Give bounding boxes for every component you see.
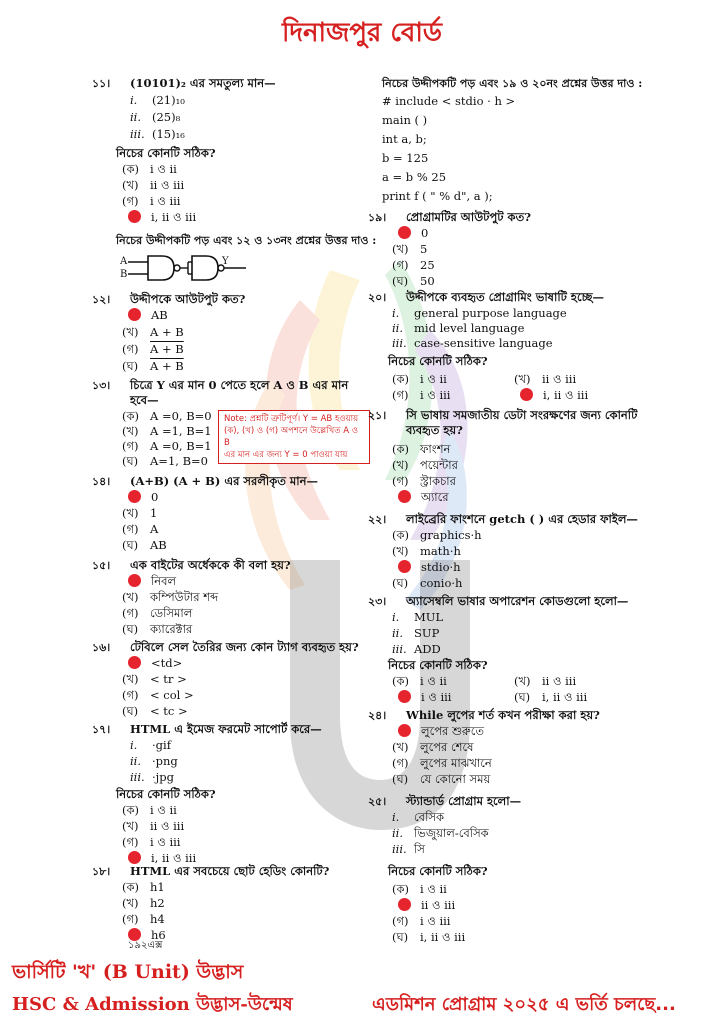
question-text: (10101)₂ এর সমতুল্য মান— [130,76,276,90]
nand-gate-diagram [120,250,250,286]
answer-dot [128,490,141,503]
gate-input-b: B [120,269,128,280]
option-d-correct[interactable]: অ্যারে [392,490,449,506]
answer-dot [128,210,141,223]
answer-dot [398,490,411,503]
question-text: টেবিলে সেল তৈরির জন্য কোন ট্যাগ ব্যবহৃত হয়? [130,640,359,654]
option-b[interactable]: (খ) 1 [122,506,158,520]
question-number: ১২। [92,293,111,306]
option-b[interactable]: (খ) A + B [122,325,184,339]
statement-item: iii. (15)₁₆ [130,127,185,141]
option-b[interactable]: (খ) কম্পিউটার শব্দ [122,590,219,604]
statement-item: i. (21)₁₀ [130,93,185,107]
statement-item: iii. সি [392,842,425,856]
option-a-correct[interactable]: 0 [122,490,158,506]
statement-item: ii. mid level language [392,321,525,335]
option-b[interactable]: (খ) পয়েন্টার [392,458,458,472]
option-b[interactable]: (খ) লুপের শেষে [392,740,474,754]
question-text-continued: হবে— [130,393,159,407]
option-d[interactable]: (ঘ) A=1, B=0 [122,454,208,468]
option-b[interactable]: (খ) A =1, B=1 [122,424,212,438]
option-c[interactable]: (গ) 25 [392,258,435,272]
statement-item: iii. ADD [392,642,441,656]
question-number: ২০। [368,291,387,304]
option-d[interactable]: (ঘ) i, ii ও iii [514,690,588,704]
option-b[interactable]: (খ) ii ও iii [514,674,577,688]
question-number: ১১। [92,77,111,90]
option-b[interactable]: (খ) ii ও iii [514,372,577,386]
prompt-text: নিচের কোনটি সঠিক? [116,146,216,160]
option-a[interactable]: (ক) i ও ii [122,803,177,817]
gate-output-y: Y [222,256,229,267]
question-text: লাইব্রেরি ফাংশনে getch ( ) এর হেডার ফাইল— [406,512,638,526]
prompt-text: নিচের কোনটি সঠিক? [116,787,216,801]
page-title: দিনাজপুর বোর্ড [281,18,443,48]
question-text: এক বাইটের অর্ধেককে কী বলা হয়? [130,558,291,572]
option-c[interactable]: (গ) h4 [122,912,165,926]
stimulus-instruction: নিচের উদ্দীপকটি পড় এবং ১৯ ও ২০নং প্রশ্নের উত্তর দাও : [382,77,643,90]
statement-item: ii. ভিজুয়াল-বেসিক [392,826,489,840]
footer-admission-banner: এডমিশন প্রোগ্রাম ২০২৫ এ ভর্তি চলছে... [372,994,676,1015]
option-a[interactable]: (ক) i ও ii [122,162,177,176]
option-d[interactable]: (ঘ) যে কোনো সময় [392,772,491,786]
question-text: সি ভাষায় সমজাতীয় ডেটা সংরক্ষণের জন্য কোনটি [406,408,638,422]
option-c[interactable]: (গ) স্ট্রাকচার [392,474,456,488]
stimulus-instruction: নিচের উদ্দীপকটি পড় এবং ১২ ও ১৩নং প্রশ্নের উত্তর দাও : [116,234,377,247]
question-text: উদ্দীপকে ব্যবহৃত প্রোগ্রামিং ভাষাটি হচ্ছে— [406,290,604,304]
option-b[interactable]: (খ) 5 [392,242,428,256]
question-text: চিত্রে Y এর মান 0 পেতে হলে A ও B এর মান [130,378,349,392]
option-b[interactable]: (খ) math·h [392,544,461,558]
answer-dot [128,851,141,864]
footer-brand-line: ভার্সিটি 'খ' (B Unit) উদ্ভাস [12,961,244,983]
question-number: ২২। [368,513,387,526]
statement-item: iii. case-sensitive language [392,336,553,350]
option-a[interactable]: (ক) ফাংশন [392,442,451,456]
answer-dot [398,690,411,703]
answer-dot [398,560,411,573]
option-a[interactable]: (ক) i ও ii [392,674,447,688]
option-a[interactable]: (ক) h1 [122,880,165,894]
prompt-text: নিচের কোনটি সঠিক? [388,658,488,672]
gate-input-a: A [120,256,128,267]
option-c[interactable]: (গ) লুপের মাঝখানে [392,756,492,770]
option-d[interactable]: (ঘ) 50 [392,274,435,288]
option-a-correct[interactable]: AB [122,308,168,324]
answer-dot [398,226,411,239]
option-c-correct[interactable]: stdio·h [392,560,461,576]
option-d-correct[interactable]: i, ii ও iii [122,851,196,867]
option-a[interactable]: (ক) A =0, B=0 [122,409,212,423]
option-c[interactable]: (গ) i ও iii [392,914,451,928]
question-text: স্ট্যান্ডার্ড প্রোগ্রাম হলো— [406,794,522,808]
option-a[interactable]: (ক) i ও ii [392,372,447,386]
question-number: ২১। [368,409,387,422]
option-c[interactable]: (গ) i ও iii [392,388,451,402]
question-number: ১৮। [92,865,111,878]
statement-item: i. general purpose language [392,306,567,320]
answer-dot [520,388,533,401]
statement-item: i. বেসিক [392,810,444,824]
question-number: ১৬। [92,641,111,654]
footer-program-line: HSC & Admission উদ্ভাস-উন্মেষ [12,994,293,1015]
option-c[interactable]: (গ) < col > [122,688,194,702]
option-c[interactable]: (গ) A [122,522,159,536]
option-d-correct[interactable]: h6 [122,928,166,944]
question-text: (A+B) (A + B) এর সরলীকৃত মান— [130,474,318,488]
option-d[interactable]: (ঘ) conio·h [392,576,463,590]
question-text: প্রোগ্রামটির আউটপুট কত? [406,210,531,224]
option-d-correct[interactable]: i, ii ও iii [514,388,588,404]
answer-dot [128,656,141,669]
question-number: ১৪। [92,475,111,488]
question-text: অ্যাসেম্বলি ভাষার অপারেশন কোডগুলো হলো— [406,594,629,608]
statement-item: ii. ·png [130,754,178,768]
option-c[interactable]: (গ) ডেসিমাল [122,606,193,620]
prompt-text: নিচের কোনটি সঠিক? [388,864,488,878]
question-text: HTML এ ইমেজ ফরমেট সাপোর্ট করে— [130,722,322,736]
question-text: While লুপের শর্ত কখন পরীক্ষা করা হয়? [406,708,600,722]
option-a-correct[interactable]: লুপের শুরুতে [392,724,484,740]
option-d[interactable]: (ঘ) < tc > [122,704,188,718]
option-c-correct[interactable]: i ও iii [392,690,452,706]
option-c[interactable]: (গ) i ও iii [122,194,181,208]
option-a[interactable]: (ক) graphics·h [392,528,482,542]
question-text-continued: ব্যবহৃত হয়? [406,423,463,437]
question-number: ১৭। [92,723,111,736]
option-b[interactable]: (খ) h2 [122,896,165,910]
option-a[interactable]: (ক) i ও ii [392,882,447,896]
page-number: ১৯২এক্স [128,940,163,951]
option-d[interactable]: (ঘ) i, ii ও iii [392,930,466,944]
answer-dot [128,574,141,587]
answer-dot [398,724,411,737]
answer-dot [128,308,141,321]
option-c[interactable]: (গ) A =0, B=1 [122,439,212,453]
option-b-correct[interactable]: ii ও iii [392,898,455,914]
option-c[interactable]: (গ) A + B [122,342,184,356]
question-text: উদ্দীপকে আউটপুট কত? [130,292,246,306]
option-d-correct[interactable]: i, ii ও iii [122,210,196,226]
option-a-correct[interactable]: 0 [392,226,428,242]
question-number: ২৪। [368,709,387,722]
option-b[interactable]: (খ) < tr > [122,672,187,686]
option-b[interactable]: (খ) ii ও iii [122,178,185,192]
answer-dot [398,898,411,911]
option-b[interactable]: (খ) ii ও iii [122,819,185,833]
option-c[interactable]: (গ) i ও iii [122,835,181,849]
statement-item: i. ·gif [130,738,171,752]
statement-item: ii. SUP [392,626,440,640]
prompt-text: নিচের কোনটি সঠিক? [388,354,488,368]
question-number: ১৩। [92,379,111,392]
correction-note: Note: প্রশ্নটি ত্রুটিপূর্ণ। Y = AB হওয়ায় (ক), (খ) ও (গ) অপশনে উল্লেখিত A ও B এর মান এর জন্য Y = 0 পাওয়া যায় [218,410,370,464]
question-number: ১৫। [92,559,111,572]
option-d[interactable]: (ঘ) ক্যারেক্টার [122,622,193,636]
option-a-correct[interactable]: নিবল [122,574,176,590]
question-number: ২৫। [368,795,387,808]
option-a-correct[interactable]: <td> [122,656,182,672]
question-text: HTML এর সবচেয়ে ছোট হেডিং কোনটি? [130,864,330,878]
statement-item: i. MUL [392,610,444,624]
statement-item: ii. (25)₈ [130,110,181,124]
option-d[interactable]: (ঘ) A + B [122,359,184,373]
statement-item: iii. ·jpg [130,770,174,784]
question-number: ১৯। [368,211,387,224]
option-d[interactable]: (ঘ) AB [122,538,167,552]
question-number: ২৩। [368,595,387,608]
